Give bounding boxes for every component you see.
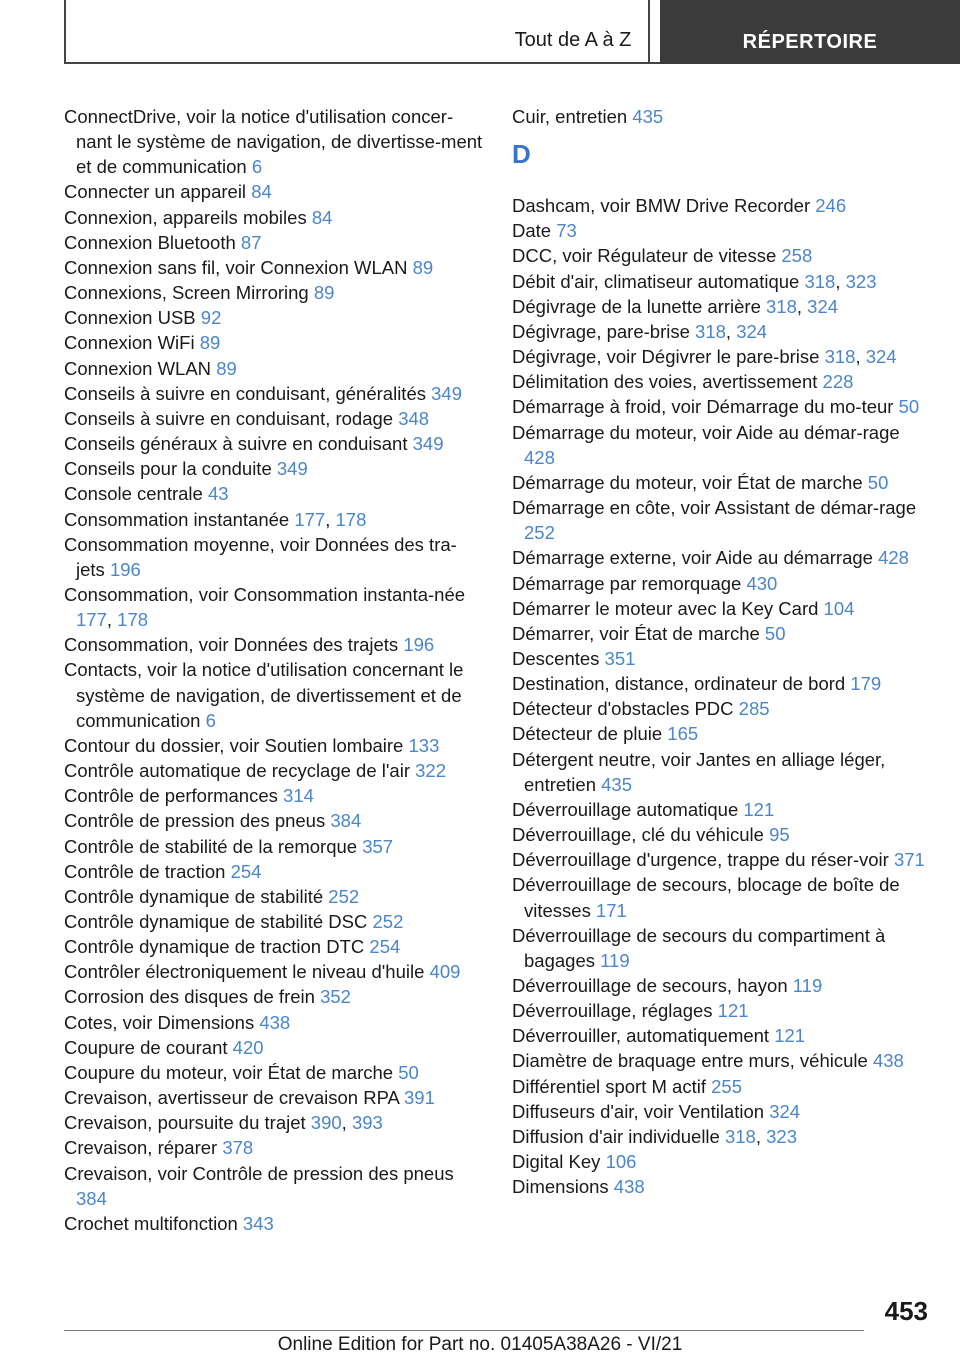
index-entry bbox=[512, 797, 932, 822]
page-link[interactable]: 196 bbox=[403, 634, 435, 656]
page-link[interactable]: 351 bbox=[604, 647, 636, 669]
page-link[interactable]: 119 bbox=[600, 949, 630, 971]
index-entry bbox=[512, 923, 932, 973]
page-link[interactable]: 165 bbox=[667, 723, 699, 745]
index-entry-label: Crevaison, réparer bbox=[64, 1137, 223, 1159]
page-link[interactable]: 428 bbox=[524, 446, 555, 468]
page-link[interactable]: 50 bbox=[898, 396, 920, 418]
index-entry bbox=[512, 822, 932, 847]
page-link[interactable]: 409 bbox=[429, 961, 461, 983]
index-entry bbox=[512, 394, 932, 419]
page-link[interactable]: 384 bbox=[76, 1187, 107, 1209]
header-rule-left bbox=[64, 0, 66, 64]
index-entry bbox=[64, 834, 484, 859]
index-entry-label: Connexion Bluetooth bbox=[64, 231, 241, 253]
index-entry-label: Démarrage par remorquage bbox=[512, 572, 747, 594]
page-link[interactable]: 84 bbox=[251, 181, 272, 203]
index-entry bbox=[512, 571, 932, 596]
index-entry bbox=[512, 319, 932, 344]
page-link[interactable]: 314 bbox=[283, 785, 314, 807]
index-entry-label: Connexions, Screen Mirroring bbox=[64, 282, 314, 304]
page-ref-separator: , bbox=[106, 609, 118, 631]
index-entry bbox=[512, 369, 932, 394]
page-link[interactable]: 349 bbox=[276, 458, 308, 480]
page-link[interactable]: 177 bbox=[294, 508, 326, 530]
header-rule-mid bbox=[648, 0, 650, 64]
index-entry bbox=[64, 783, 484, 808]
page-link[interactable]: 43 bbox=[207, 483, 229, 505]
index-entry-label: Contrôle dynamique de stabilité DSC bbox=[64, 911, 373, 932]
page-link[interactable]: 318 bbox=[724, 1125, 756, 1147]
page-ref-separator: , bbox=[341, 1112, 352, 1134]
page-link[interactable]: 324 bbox=[865, 346, 897, 368]
page-link[interactable]: 349 bbox=[412, 433, 444, 455]
index-entry-label: Démarrer, voir État de marche bbox=[512, 622, 765, 644]
index-entry-label: Déverrouillage de secours du compartiment à bagages bbox=[512, 924, 886, 971]
index-entry-label: Corrosion des disques de frein bbox=[64, 986, 321, 1008]
section-letter: D bbox=[512, 139, 531, 170]
page-link[interactable]: 89 bbox=[199, 332, 221, 354]
index-entry bbox=[512, 218, 932, 243]
index-entry-label: Démarrage en côte, voir Assistant de démar-rage bbox=[512, 497, 917, 519]
index-entry-label: Contacts, voir la notice d'utilisation concernant le système de navigation, de divertissement et de communication bbox=[64, 659, 464, 731]
index-entry-label: Débit d'air, climatiseur automatique bbox=[512, 270, 805, 292]
index-entry bbox=[512, 294, 932, 319]
index-entry bbox=[512, 104, 932, 129]
header-section-tab[interactable]: Tout de A à Z bbox=[514, 29, 632, 51]
index-entry bbox=[512, 1149, 932, 1174]
index-entry bbox=[512, 696, 932, 721]
page-link[interactable]: 324 bbox=[769, 1100, 801, 1122]
page-link[interactable]: 121 bbox=[743, 798, 775, 820]
index-entry-label: Déverrouillage d'urgence, trappe du réser-voir bbox=[512, 849, 894, 871]
index-entry bbox=[64, 1060, 484, 1085]
page-link[interactable]: 89 bbox=[216, 357, 237, 379]
page-link[interactable]: 435 bbox=[601, 773, 633, 795]
index-entry-label: ConnectDrive, voir la notice d'utilisation concer-nant le système de navigation, de divertisse-ment et de communication bbox=[64, 106, 483, 178]
index-entry-label: Contrôle de performances bbox=[64, 785, 284, 807]
index-entry bbox=[64, 733, 484, 758]
index-entry bbox=[64, 456, 484, 481]
page-link[interactable]: 178 bbox=[117, 609, 149, 631]
page-link[interactable]: 255 bbox=[711, 1075, 742, 1097]
page-link[interactable]: 318 bbox=[766, 295, 797, 317]
index-entry-label: Démarrage externe, voir Aide au démarrage bbox=[512, 547, 879, 569]
index-entry-label: Détecteur de pluie bbox=[512, 723, 668, 745]
page-link[interactable]: 196 bbox=[109, 558, 141, 580]
page-link[interactable]: 384 bbox=[330, 810, 362, 832]
index-entry-label: Date bbox=[512, 220, 557, 242]
index-entry-label: Contrôle de pression des pneus bbox=[64, 810, 331, 832]
index-entry-label: Crochet multifonction bbox=[64, 1212, 243, 1234]
index-entry-label: Coupure du moteur, voir État de marche bbox=[64, 1061, 399, 1083]
page-link[interactable]: 6 bbox=[205, 709, 216, 731]
index-entry bbox=[64, 884, 484, 909]
page-link[interactable]: 420 bbox=[232, 1036, 264, 1058]
page-number: 453 bbox=[884, 1296, 928, 1326]
page-link[interactable]: 349 bbox=[431, 382, 463, 404]
index-entry bbox=[512, 495, 932, 545]
index-entry-label: Démarrage à froid, voir Démarrage du mo-teur bbox=[512, 396, 899, 418]
page-link[interactable]: 179 bbox=[850, 673, 882, 695]
index-entry-label: Coupure de courant bbox=[64, 1036, 233, 1058]
index-entry bbox=[64, 280, 484, 305]
page-link[interactable]: 323 bbox=[845, 270, 877, 292]
index-entry bbox=[64, 104, 484, 179]
index-entry bbox=[64, 305, 484, 330]
index-entry bbox=[64, 808, 484, 833]
index-column-right bbox=[512, 104, 932, 1199]
page-link[interactable]: 435 bbox=[632, 106, 664, 127]
index-entry-label: Contrôle de stabilité de la remorque bbox=[64, 835, 363, 857]
page-link[interactable]: 322 bbox=[415, 760, 446, 782]
page-link[interactable]: 92 bbox=[200, 307, 222, 329]
index-entry-label: Connexion sans fil, voir Connexion WLAN bbox=[64, 256, 413, 278]
index-entry bbox=[64, 1035, 484, 1060]
index-entry-label: Digital Key bbox=[512, 1151, 606, 1173]
index-entry bbox=[64, 657, 484, 732]
page-link[interactable]: 438 bbox=[613, 1176, 645, 1198]
page-ref-separator: , bbox=[796, 295, 808, 317]
index-entry-label: Conseils à suivre en conduisant, généralités bbox=[64, 382, 432, 404]
index-entry-label: Déverrouillage de secours, hayon bbox=[512, 975, 793, 996]
index-entry-label: Diamètre de braquage entre murs, véhicule bbox=[512, 1050, 873, 1072]
index-entry bbox=[64, 356, 484, 381]
page-link[interactable]: 438 bbox=[872, 1050, 904, 1072]
index-entry-label: Cuir, entretien bbox=[512, 106, 633, 127]
index-entry bbox=[512, 1099, 932, 1124]
index-entry-label: Connexion, appareils mobiles bbox=[64, 206, 312, 228]
index-entry bbox=[512, 420, 932, 470]
index-entry-label: Destination, distance, ordinateur de bord bbox=[512, 673, 851, 695]
page-link[interactable]: 50 bbox=[398, 1061, 419, 1083]
page-link[interactable]: 89 bbox=[313, 282, 335, 304]
page-ref-separator: , bbox=[755, 1125, 767, 1147]
page-link[interactable]: 254 bbox=[230, 860, 262, 882]
index-column-left bbox=[64, 104, 484, 1236]
index-entry bbox=[512, 269, 932, 294]
page-link[interactable]: 324 bbox=[736, 320, 768, 342]
index-entry bbox=[64, 507, 484, 532]
index-entry bbox=[512, 646, 932, 671]
index-entry-label: Contrôle dynamique de traction DTC bbox=[64, 936, 370, 958]
index-entry bbox=[512, 998, 932, 1023]
page-ref-separator: , bbox=[325, 508, 336, 530]
index-entry-label: Contrôle de traction bbox=[64, 860, 231, 882]
index-entry bbox=[64, 406, 484, 431]
index-entry bbox=[512, 847, 932, 872]
page-link[interactable]: 50 bbox=[867, 471, 889, 493]
index-entry bbox=[512, 1174, 932, 1199]
page-link[interactable]: 171 bbox=[595, 899, 627, 921]
index-entry-label: Connecter un appareil bbox=[64, 181, 252, 203]
page-link[interactable]: 133 bbox=[408, 734, 440, 756]
index-entry bbox=[64, 330, 484, 355]
page-link[interactable]: 318 bbox=[695, 320, 726, 342]
index-entry-label: Démarrage du moteur, voir Aide au démar-rage bbox=[512, 421, 900, 443]
index-entry-label: Démarrer le moteur avec la Key Card bbox=[512, 597, 824, 619]
index-entry bbox=[64, 909, 484, 934]
page-link[interactable]: 252 bbox=[524, 522, 555, 544]
page-link[interactable]: 95 bbox=[769, 824, 790, 846]
index-entry bbox=[512, 1074, 932, 1099]
index-entry-label: Déverrouillage, clé du véhicule bbox=[512, 824, 770, 846]
page-ref-separator: , bbox=[725, 320, 737, 342]
index-entry-label: Dégivrage de la lunette arrière bbox=[512, 295, 767, 317]
index-entry bbox=[512, 1048, 932, 1073]
index-entry bbox=[64, 1110, 484, 1135]
index-entry-label: Déverrouillage, réglages bbox=[512, 1000, 718, 1022]
page-link[interactable]: 228 bbox=[822, 371, 854, 393]
index-entry bbox=[512, 621, 932, 646]
page-link[interactable]: 285 bbox=[738, 698, 770, 720]
index-entry-label: Connexion WiFi bbox=[64, 332, 200, 354]
index-entry bbox=[512, 721, 932, 746]
page-link[interactable]: 119 bbox=[792, 975, 823, 996]
index-entry-label: Consommation instantanée bbox=[64, 508, 295, 530]
index-entry bbox=[512, 470, 932, 495]
index-entry bbox=[64, 179, 484, 204]
index-entry-label: Consommation, voir Consommation instanta-née bbox=[64, 583, 466, 605]
index-entry bbox=[512, 872, 932, 922]
header-rule-bottom bbox=[64, 62, 660, 64]
page-link[interactable]: 106 bbox=[605, 1151, 637, 1173]
index-entry bbox=[512, 545, 932, 570]
page-link[interactable]: 73 bbox=[556, 220, 577, 242]
index-entry-label: Dashcam, voir BMW Drive Recorder bbox=[512, 195, 816, 217]
index-entry-label: Démarrage du moteur, voir État de marche bbox=[512, 471, 868, 493]
index-entry-label: Détecteur d'obstacles PDC bbox=[512, 698, 739, 720]
index-entry bbox=[64, 582, 484, 632]
index-entry bbox=[64, 431, 484, 456]
index-entry-label: Déverrouillage automatique bbox=[512, 798, 744, 820]
index-entry bbox=[64, 984, 484, 1009]
page-link[interactable]: 352 bbox=[320, 986, 351, 1008]
page-link[interactable]: 324 bbox=[807, 295, 839, 317]
page-ref-separator: , bbox=[835, 270, 846, 292]
index-entry bbox=[512, 973, 932, 998]
index-entry bbox=[64, 1211, 484, 1236]
page-link[interactable]: 357 bbox=[362, 835, 394, 857]
index-entry bbox=[64, 1010, 484, 1035]
page-link[interactable]: 89 bbox=[412, 256, 434, 278]
page-link[interactable]: 254 bbox=[369, 936, 401, 958]
index-entry bbox=[64, 632, 484, 657]
page-ref-separator: , bbox=[855, 346, 866, 368]
index-entry-label: Descentes bbox=[512, 647, 605, 669]
page-link[interactable]: 390 bbox=[310, 1112, 342, 1134]
index-entry bbox=[64, 859, 484, 884]
index-entry-label: Consommation moyenne, voir Données des tra-jets bbox=[64, 533, 457, 580]
index-entry bbox=[64, 532, 484, 582]
page-link[interactable]: 177 bbox=[76, 609, 107, 631]
page-link[interactable]: 104 bbox=[823, 597, 855, 619]
page-link[interactable]: 87 bbox=[240, 231, 262, 253]
index-entry bbox=[512, 1023, 932, 1048]
index-entry bbox=[512, 344, 932, 369]
page-link[interactable]: 121 bbox=[717, 1000, 749, 1022]
index-entry bbox=[64, 1085, 484, 1110]
page-link[interactable]: 438 bbox=[259, 1011, 291, 1033]
page-link[interactable]: 318 bbox=[824, 346, 856, 368]
page-link[interactable]: 246 bbox=[815, 195, 847, 217]
index-entry-label: DCC, voir Régulateur de vitesse bbox=[512, 245, 782, 267]
index-entry bbox=[64, 1135, 484, 1160]
index-entry bbox=[64, 481, 484, 506]
page-link[interactable]: 378 bbox=[222, 1137, 254, 1159]
index-entry bbox=[64, 230, 484, 255]
page-link[interactable]: 318 bbox=[804, 270, 836, 292]
page-link[interactable]: 252 bbox=[328, 885, 360, 907]
index-entry-label: Délimitation des voies, avertissement bbox=[512, 371, 823, 393]
index-entry-label: Détergent neutre, voir Jantes en alliage léger, entretien bbox=[512, 748, 886, 795]
page-link[interactable]: 348 bbox=[398, 407, 430, 429]
index-entry-label: Contrôle automatique de recyclage de l'air bbox=[64, 760, 416, 782]
index-entry-label: Diffuseurs d'air, voir Ventilation bbox=[512, 1100, 770, 1122]
page-link[interactable]: 393 bbox=[351, 1112, 383, 1134]
index-entry-label: Déverrouiller, automatiquement bbox=[512, 1025, 775, 1047]
footer-edition: Online Edition for Part no. 01405A38A26 - VI/21 bbox=[277, 1334, 683, 1355]
index-entry bbox=[512, 1124, 932, 1149]
index-entry bbox=[512, 596, 932, 621]
index-entry-label: Connexion USB bbox=[64, 307, 201, 329]
index-entry bbox=[512, 671, 932, 696]
index-entry bbox=[64, 934, 484, 959]
index-entry-label: Dégivrage, voir Dégivrer le pare-brise bbox=[512, 346, 825, 368]
index-entry-label: Crevaison, poursuite du trajet bbox=[64, 1112, 311, 1134]
page-link[interactable]: 258 bbox=[781, 245, 813, 267]
index-entry bbox=[512, 747, 932, 797]
index-entry bbox=[64, 381, 484, 406]
page-link[interactable]: 343 bbox=[242, 1212, 274, 1234]
page-link[interactable]: 430 bbox=[746, 572, 778, 594]
footer-rule bbox=[64, 1330, 864, 1331]
index-entry-label: Contour du dossier, voir Soutien lombaire bbox=[64, 734, 409, 756]
index-entry bbox=[64, 205, 484, 230]
index-entry bbox=[64, 1161, 484, 1211]
index-entry-label: Crevaison, avertisseur de crevaison RPA bbox=[64, 1087, 405, 1109]
header-chapter-tab[interactable]: RÉPERTOIRE bbox=[660, 0, 960, 64]
index-entry-label: Conseils généraux à suivre en conduisant bbox=[64, 433, 413, 455]
index-entry bbox=[64, 959, 484, 984]
index-entry-label: Conseils à suivre en conduisant, rodage bbox=[64, 407, 399, 429]
page-link[interactable]: 6 bbox=[251, 156, 263, 178]
index-entry-label: Dimensions bbox=[512, 1176, 614, 1198]
page-link[interactable]: 50 bbox=[764, 622, 786, 644]
index-entry-label: Connexion WLAN bbox=[64, 357, 217, 379]
page-link[interactable]: 371 bbox=[893, 849, 925, 871]
index-entry-label: Consommation, voir Données des trajets bbox=[64, 634, 404, 656]
page-link[interactable]: 121 bbox=[774, 1025, 806, 1047]
page-link[interactable]: 391 bbox=[404, 1087, 435, 1109]
index-entry-label: Diffusion d'air individuelle bbox=[512, 1125, 725, 1147]
index-entry-label: Conseils pour la conduite bbox=[64, 458, 277, 480]
index-entry-label: Cotes, voir Dimensions bbox=[64, 1011, 260, 1033]
page-link[interactable]: 84 bbox=[311, 206, 333, 228]
index-entry-label: Déverrouillage de secours, blocage de boîte de vitesses bbox=[512, 874, 900, 921]
index-entry-label: Contrôle dynamique de stabilité bbox=[64, 885, 329, 907]
index-entry bbox=[64, 255, 484, 280]
index-entry-label: Contrôler électroniquement le niveau d'huile bbox=[64, 961, 430, 983]
page-link[interactable]: 252 bbox=[372, 911, 404, 932]
page-link[interactable]: 178 bbox=[335, 508, 367, 530]
page-link[interactable]: 323 bbox=[766, 1125, 798, 1147]
index-entry-label: Console centrale bbox=[64, 483, 208, 505]
index-entry bbox=[512, 193, 932, 218]
index-entry bbox=[64, 758, 484, 783]
index-entry-label: Différentiel sport M actif bbox=[512, 1075, 712, 1097]
page-link[interactable]: 428 bbox=[878, 547, 909, 569]
index-entry-label: Crevaison, voir Contrôle de pression des pneus bbox=[64, 1162, 454, 1184]
index-entry-label: Dégivrage, pare-brise bbox=[512, 320, 696, 342]
index-entry bbox=[512, 243, 932, 268]
